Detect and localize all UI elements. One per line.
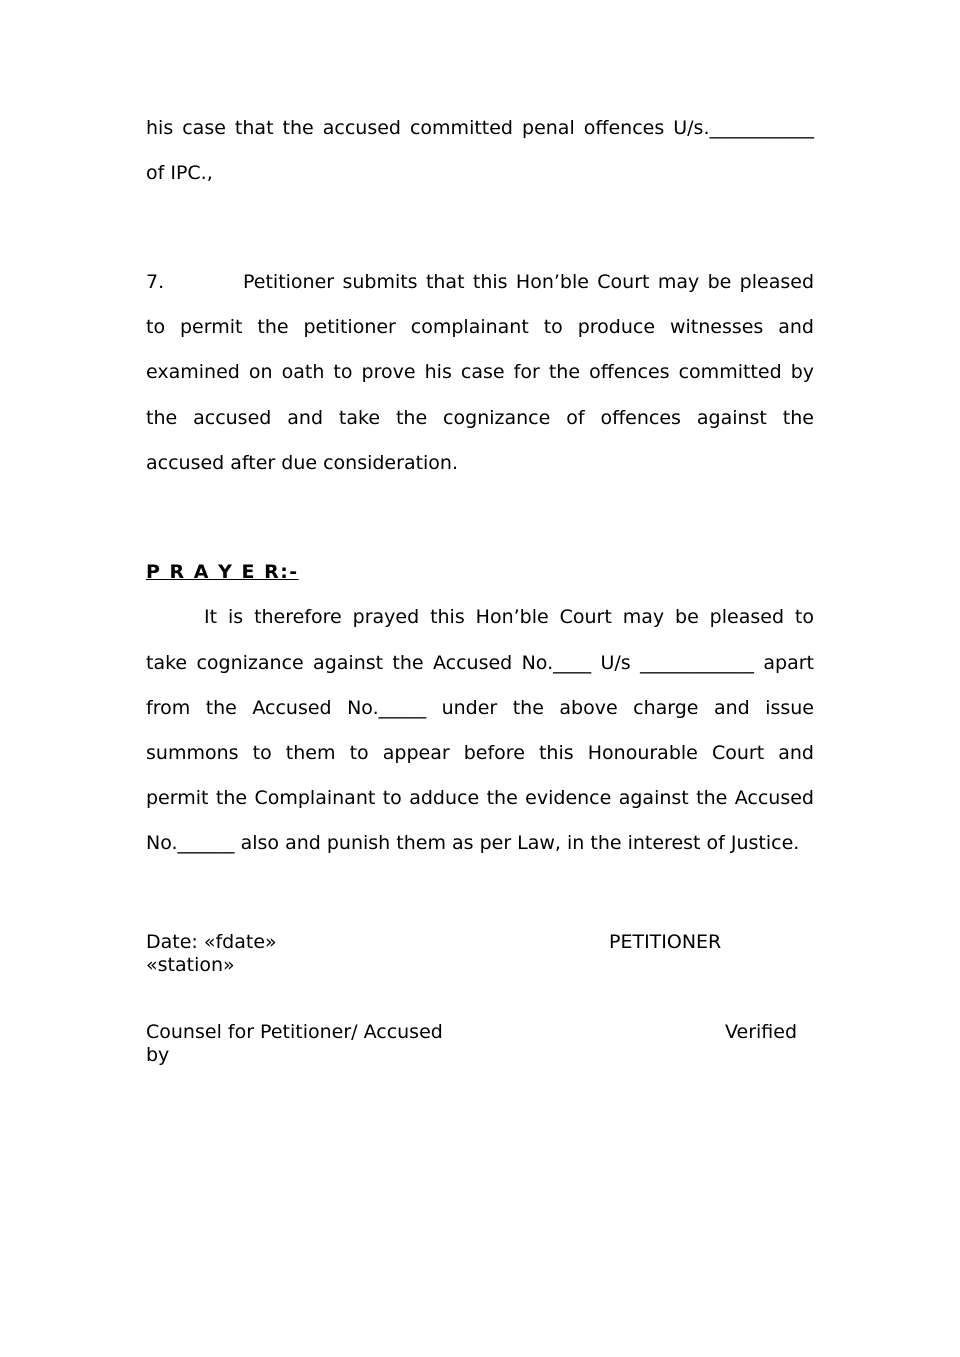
- prayer-line3: from the Accused No._____ under the above charge and issue: [146, 697, 814, 719]
- paragraph7-line2: to permit the petitioner complainant to produce witnesses and: [146, 316, 814, 338]
- paragraph7-number: 7.: [146, 271, 165, 293]
- paragraph7-line4: the accused and take the cognizance of offences against the: [146, 407, 814, 429]
- prayer-heading: P R A Y E R:-: [146, 561, 299, 583]
- verified-by-label: by: [146, 1044, 170, 1066]
- verified-label: Verified: [725, 1021, 798, 1043]
- paragraph6-line1: his case that the accused committed penal offences U/s.___________: [146, 117, 814, 139]
- station-field: «station»: [146, 954, 235, 976]
- prayer-line4: summons to them to appear before this Honourable Court and: [146, 742, 814, 764]
- prayer-line2: take cognizance against the Accused No.____ U/s ____________ apart: [146, 652, 814, 674]
- paragraph6-line2: of IPC.,: [146, 162, 213, 184]
- paragraph7-line3: examined on oath to prove his case for the offences committed by: [146, 361, 814, 383]
- counsel-label: Counsel for Petitioner/ Accused: [146, 1021, 443, 1043]
- document-page: [146, 0, 814, 1357]
- paragraph7-first-text: Petitioner submits that this Hon’ble Court may be pleased: [243, 271, 814, 293]
- paragraph7-line5: accused after due consideration.: [146, 452, 459, 474]
- prayer-line6: No.______ also and punish them as per Law, in the interest of Justice.: [146, 832, 800, 854]
- prayer-first-text: It is therefore prayed this Hon’ble Court may be pleased to: [204, 606, 814, 628]
- petitioner-label: PETITIONER: [609, 931, 722, 953]
- date-field: Date: «fdate»: [146, 931, 277, 953]
- prayer-line5: permit the Complainant to adduce the evidence against the Accused: [146, 787, 814, 809]
